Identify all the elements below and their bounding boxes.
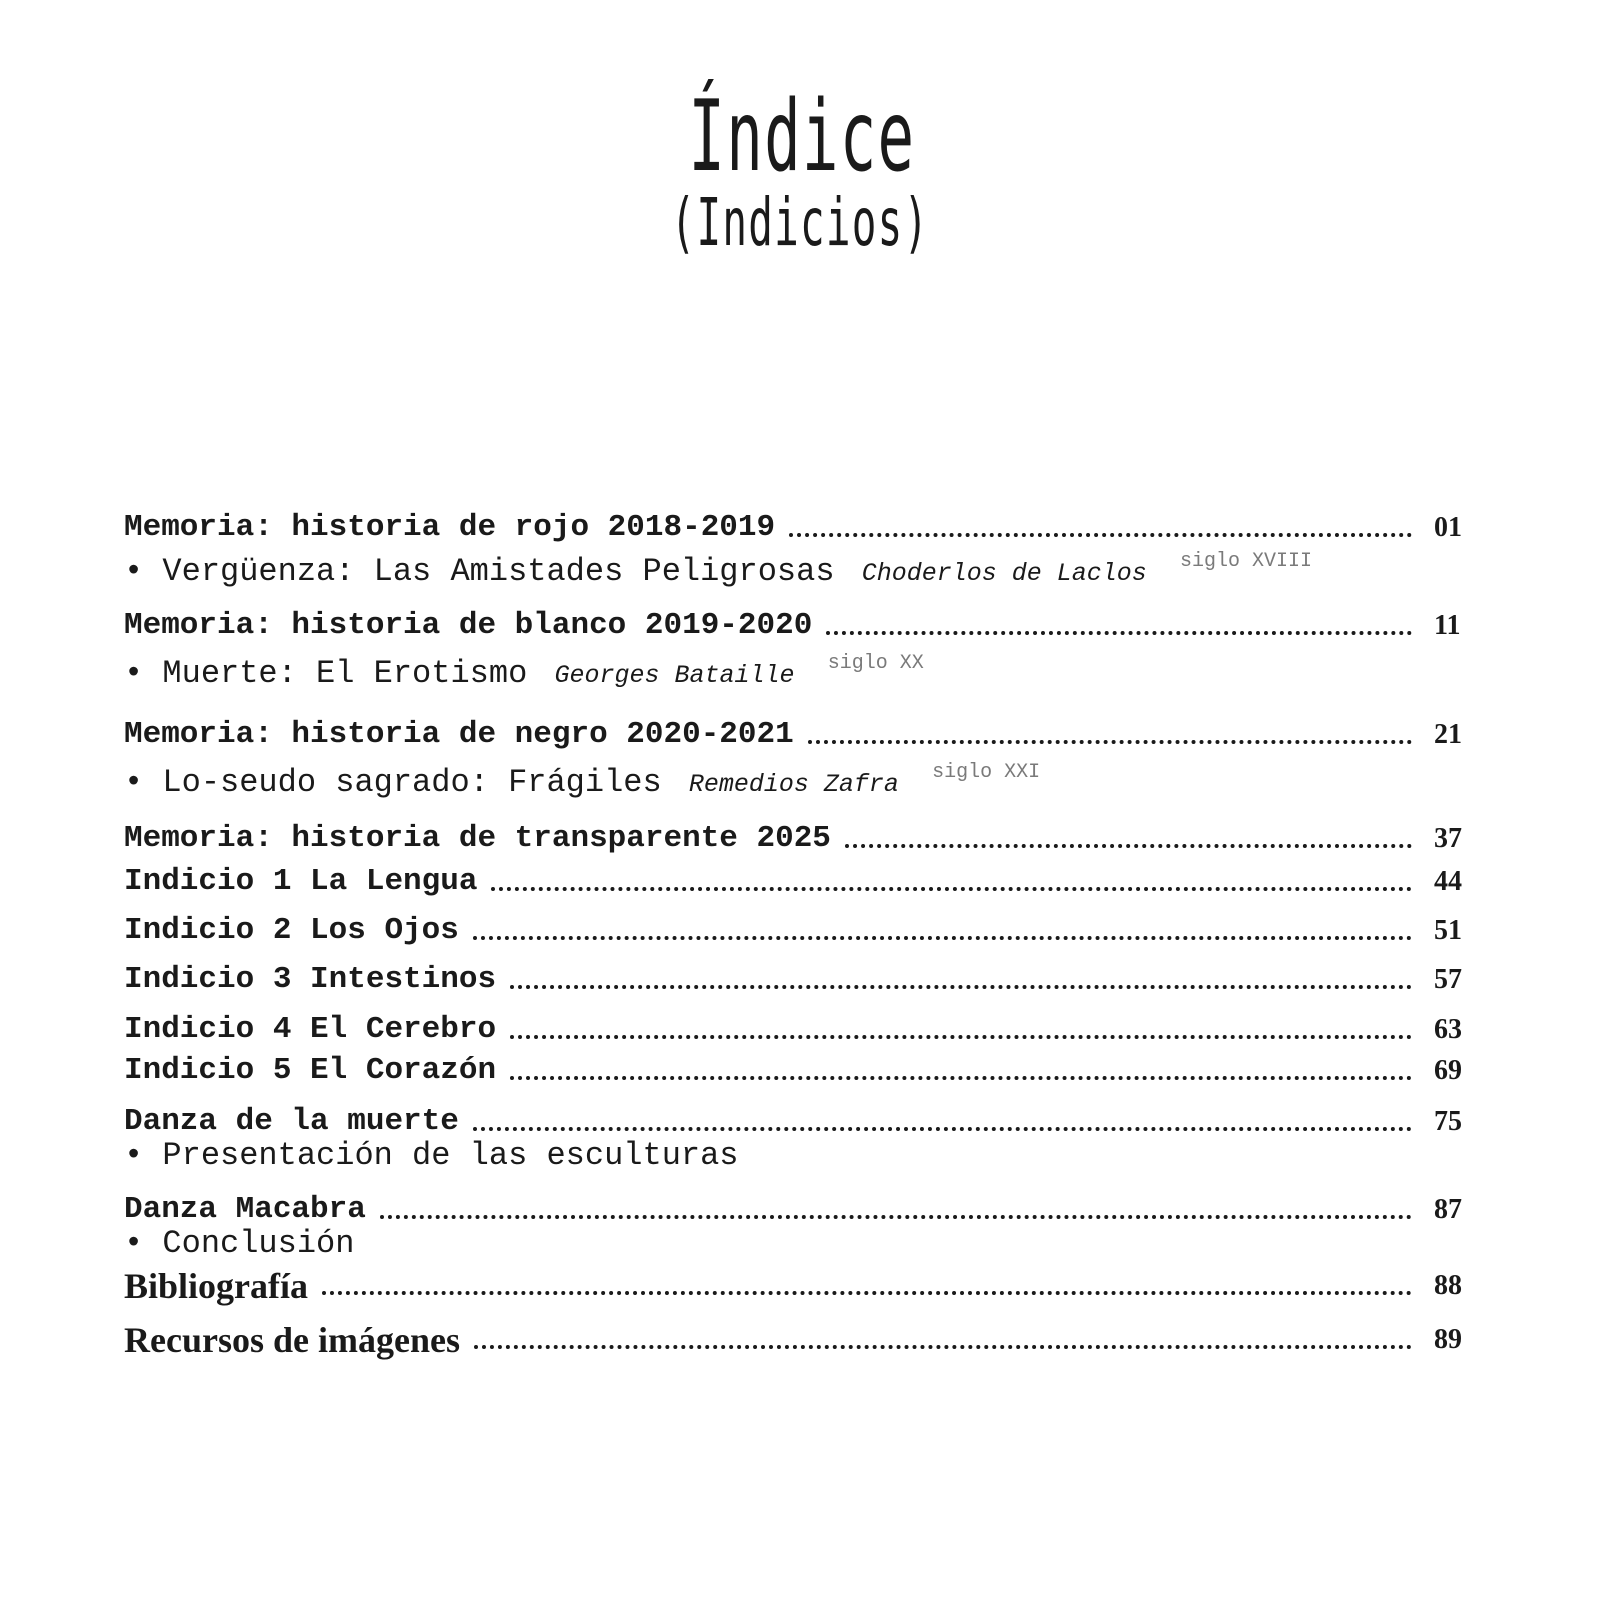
toc-subentry [124, 1138, 739, 1174]
dot-leader [510, 1035, 1412, 1039]
dot-leader [473, 1127, 1412, 1131]
dot-leader [510, 1076, 1412, 1080]
dot-leader [322, 1291, 1412, 1295]
toc-entry-label: Recursos de imágenes [124, 1320, 460, 1360]
toc-entry-label: Indicio 2 Los Ojos [124, 913, 459, 948]
subentry-text: Vergüenza: Las Amistades Peligrosas [162, 553, 835, 590]
toc-entry-page: 69 [1434, 1055, 1462, 1086]
toc-entry-label: Memoria: historia de negro 2020-2021 [124, 717, 794, 752]
toc-entry[interactable] [124, 1049, 1474, 1089]
bullet-icon: • [124, 1137, 144, 1174]
toc-subentry [124, 646, 924, 694]
dot-leader [789, 533, 1412, 537]
toc-subentry [124, 755, 1040, 803]
toc-entry-label: Bibliografía [124, 1266, 309, 1306]
toc-entry-page: 88 [1434, 1270, 1462, 1301]
subentry-century: siglo XVIII [1179, 550, 1312, 573]
bullet-icon: • [124, 553, 144, 590]
toc-entry-label: Indicio 3 Intestinos [124, 962, 497, 997]
toc-entry[interactable] [124, 958, 1474, 998]
toc-entry[interactable] [124, 506, 1474, 546]
toc-entry-page: 51 [1434, 915, 1462, 946]
toc-entry-page: 75 [1434, 1106, 1462, 1137]
dot-leader [380, 1215, 1412, 1219]
toc-subentry [124, 1226, 354, 1262]
toc-entry[interactable] [124, 909, 1474, 949]
page-subtitle: (Indicios) [670, 184, 930, 261]
subentry-author: Remedios Zafra [688, 770, 899, 799]
subentry-text: Presentación de las esculturas [162, 1137, 739, 1174]
dot-leader [510, 985, 1412, 989]
toc-entry-label: Memoria: historia de blanco 2019-2020 [124, 608, 813, 643]
toc-entry-page: 44 [1434, 866, 1462, 897]
toc-entry-page: 01 [1434, 512, 1462, 543]
toc-entry[interactable] [124, 713, 1474, 753]
toc-entry-label: Danza de la muerte [124, 1104, 459, 1139]
toc-subentry [124, 544, 1312, 592]
subentry-text: Lo-seudo sagrado: Frágiles [162, 764, 662, 801]
dot-leader [826, 631, 1412, 635]
subentry-century: siglo XX [827, 652, 924, 675]
bullet-icon: • [124, 655, 144, 692]
dot-leader [808, 740, 1412, 744]
toc-entry-label: Indicio 5 El Corazón [124, 1053, 497, 1088]
toc-entry-label: Danza Macabra [124, 1192, 366, 1227]
toc-entry[interactable] [124, 1188, 1474, 1228]
toc-entry[interactable] [124, 1100, 1474, 1140]
dot-leader [491, 887, 1412, 891]
toc-entry-page: 89 [1434, 1324, 1462, 1355]
toc-entry-page: 21 [1434, 719, 1462, 750]
toc-entry[interactable] [124, 860, 1474, 900]
toc-entry-page: 87 [1434, 1194, 1462, 1225]
subentry-century: siglo XXI [932, 761, 1041, 784]
toc-entry-page: 63 [1434, 1014, 1462, 1045]
page-title: Índice [688, 80, 916, 194]
toc-entry[interactable] [124, 1008, 1474, 1048]
toc-entry-label: Indicio 1 La Lengua [124, 864, 478, 899]
toc-entry[interactable] [124, 817, 1474, 857]
toc-entry-page: 11 [1434, 610, 1461, 641]
toc-entry-page: 57 [1434, 964, 1462, 995]
toc-entry-label: Memoria: historia de rojo 2018-2019 [124, 510, 776, 545]
toc-entry-page: 37 [1434, 823, 1462, 854]
toc-entry-label: Indicio 4 El Cerebro [124, 1012, 497, 1047]
bullet-icon: • [124, 764, 144, 801]
subentry-author: Georges Bataille [554, 661, 795, 690]
toc-entry[interactable] [124, 604, 1474, 644]
toc-entry-label: Memoria: historia de transparente 2025 [124, 821, 831, 856]
subentry-text: Conclusión [162, 1225, 355, 1262]
subentry-author: Choderlos de Laclos [861, 559, 1147, 588]
dot-leader [845, 844, 1412, 848]
dot-leader [473, 936, 1412, 940]
bullet-icon: • [124, 1225, 144, 1262]
toc-entry[interactable] [124, 1264, 1474, 1304]
dot-leader [474, 1345, 1412, 1349]
toc-entry[interactable] [124, 1318, 1474, 1358]
subentry-text: Muerte: El Erotismo [162, 655, 528, 692]
